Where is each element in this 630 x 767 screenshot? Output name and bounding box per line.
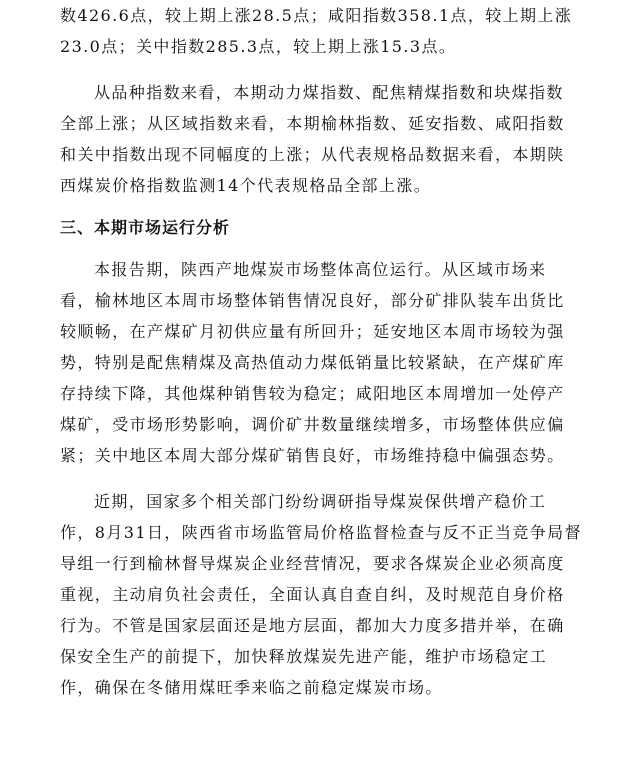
paragraph-variety-region bbox=[60, 77, 588, 201]
text-line: 23.0点；关中指数285.3点，较上期上涨15.3点。 bbox=[60, 37, 457, 56]
section-heading: 三、本期市场运行分析 bbox=[60, 218, 231, 237]
text-line: 看，榆林地区本周市场整体销售情况良好，部分矿排队装车出货比 bbox=[60, 291, 565, 310]
text-line: 和关中指数出现不同幅度的上涨；从代表规格品数据来看，本期陕 bbox=[60, 145, 565, 164]
text-line: 本报告期，陕西产地煤炭市场整体高位运行。从区域市场来 bbox=[94, 260, 547, 279]
text-line: 势，特别是配焦精煤及高热值动力煤低销量比较紧缺，在产煤矿库 bbox=[60, 353, 565, 372]
text-line: 西煤炭价格指数监测14个代表规格品全部上涨。 bbox=[60, 176, 432, 195]
paragraph-index-values bbox=[60, 0, 588, 62]
paragraph-recent-policy bbox=[60, 486, 588, 703]
text-line: 从品种指数来看，本期动力煤指数、配焦精煤指数和块煤指数 bbox=[94, 83, 564, 102]
text-line: 存持续下降，其他煤种销售较为稳定；咸阳地区本周增加一处停产 bbox=[60, 384, 565, 403]
text-line: 保安全生产的前提下，加快释放煤炭先进产能，维护市场稳定工 bbox=[60, 647, 548, 666]
text-line: 数426.6点，较上期上涨28.5点；咸阳指数358.1点，较上期上涨 bbox=[60, 6, 573, 25]
text-line: 行为。不管是国家层面还是地方层面，都加大力度多措并举，在确 bbox=[60, 616, 565, 635]
text-line: 全部上涨；从区域指数来看，本期榆林指数、延安指数、咸阳指数 bbox=[60, 114, 565, 133]
text-line: 重视，主动肩负社会责任，全面认真自查自纠，及时规范自身价格 bbox=[60, 585, 565, 604]
paragraph-market-analysis bbox=[60, 254, 588, 471]
text-line: 导组一行到榆林督导煤炭企业经营情况，要求各煤炭企业必须高度 bbox=[60, 554, 565, 573]
text-line: 较顺畅，在产煤矿月初供应量有所回升；延安地区本周市场较为强 bbox=[60, 322, 565, 341]
text-line: 作，8月31日，陕西省市场监管局价格监督检查与反不正当竞争局督 bbox=[60, 523, 582, 542]
text-line: 作，确保在冬储用煤旺季来临之前稳定煤炭市场。 bbox=[60, 678, 443, 697]
text-line: 近期，国家多个相关部门纷纷调研指导煤炭保供增产稳价工 bbox=[94, 492, 547, 511]
text-line: 紧；关中地区本周大部分煤矿销售良好，市场维持稳中偏强态势。 bbox=[60, 446, 565, 465]
text-line: 煤矿，受市场形势影响，调价矿井数量继续增多，市场整体供应偏 bbox=[60, 415, 565, 434]
